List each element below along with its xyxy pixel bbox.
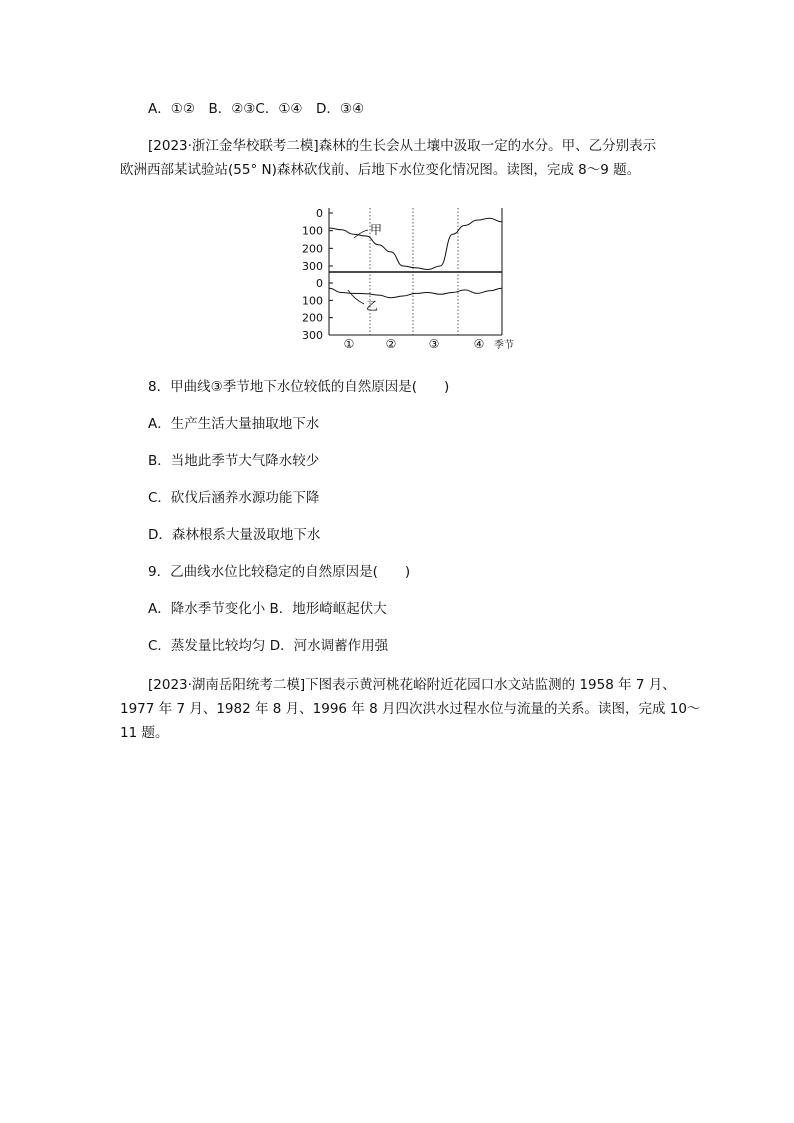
season-label: ③: [428, 337, 440, 351]
q8-option-d: D．森林根系大量汲取地下水: [148, 527, 321, 543]
yi-leader: [348, 290, 364, 304]
y-tick-top-label: 0: [316, 207, 323, 220]
series-label-yi: 乙: [366, 299, 379, 313]
q7-options: A．①② B．②③C．①④ D．③④: [148, 101, 365, 117]
y-tick-top-label: 300: [302, 260, 323, 273]
q8-option-a: A．生产生活大量抽取地下水: [148, 416, 320, 432]
y-tick-top-label: 200: [302, 242, 323, 256]
chart-series: [329, 218, 502, 297]
passage-2-line-3: 11 题。: [120, 725, 169, 741]
q9-stem: 9．乙曲线水位比较稳定的自然原因是( ): [148, 564, 411, 580]
season-label: ②: [385, 337, 397, 351]
q9-options-cd: C．蒸发量比较均匀 D．河水调蓄作用强: [148, 638, 389, 654]
y-tick-bottom-label: 0: [316, 277, 323, 290]
season-label: ④: [473, 337, 485, 351]
y-tick-bottom-label: 200: [302, 311, 323, 325]
x-axis-label: 季节: [494, 340, 514, 351]
series-line-yi: [329, 288, 502, 298]
passage-1-line-1: [2023·浙江金华校联考二模]森林的生长会从土壤中汲取一定的水分。甲、乙分别表示: [148, 138, 657, 154]
q8-stem: 8．甲曲线③季节地下水位较低的自然原因是( ): [148, 379, 450, 395]
q9-options-ab: A．降水季节变化小 B．地形崎岖起伏大: [148, 601, 387, 617]
chart-ticks: [302, 207, 333, 342]
q8-option-b: B．当地此季节大气降水较少: [148, 453, 320, 469]
passage-2-line-1: [2023·湖南岳阳统考二模]下图表示黄河桃花峪附近花园口水文站监测的 1958 年 7 月、: [148, 677, 676, 693]
season-label: ①: [343, 337, 355, 351]
groundwater-chart: [296, 203, 526, 353]
series-line-jia: [329, 218, 502, 269]
y-tick-top-label: 100: [302, 224, 323, 238]
chart-labels: [344, 223, 514, 351]
passage-2-line-2: 1977 年 7 月、1982 年 8 月、1996 年 8 月四次洪水过程水位与流量的关系。读图，完成 10～: [120, 701, 701, 717]
q8-option-c: C．砍伐后涵养水源功能下降: [148, 490, 320, 506]
y-tick-bottom-label: 100: [302, 294, 323, 308]
passage-1-line-2: 欧洲西部某试验站(55° N)森林砍伐前、后地下水位变化情况图。读图，完成 8～9 题。: [120, 162, 641, 178]
chart-axes: [329, 208, 502, 335]
y-tick-bottom-label: 300: [302, 329, 323, 342]
series-label-jia: 甲: [370, 223, 383, 237]
